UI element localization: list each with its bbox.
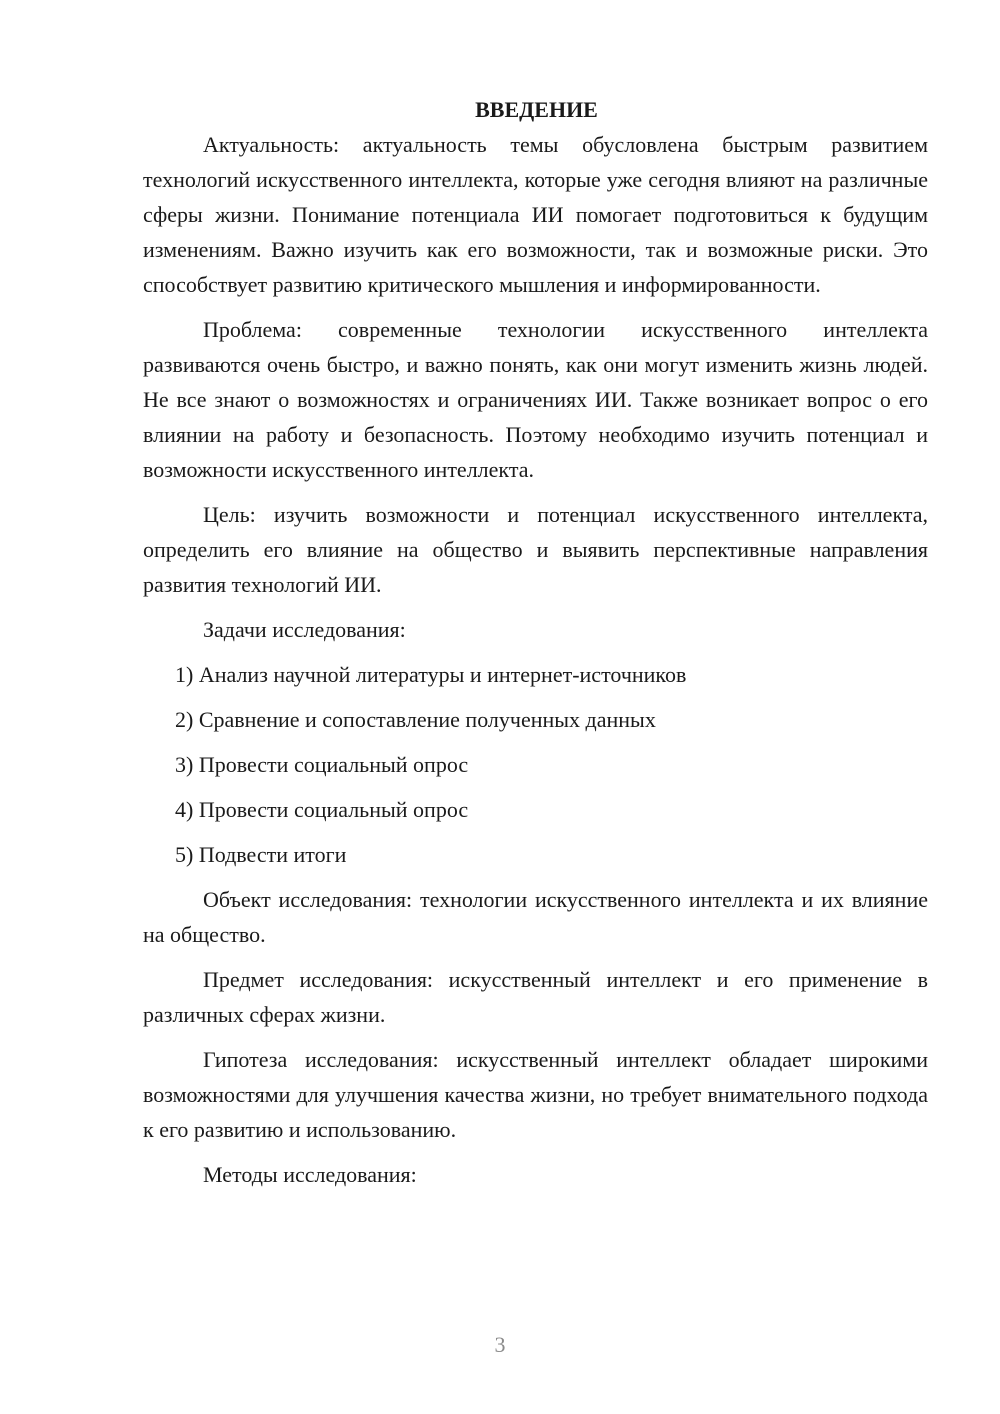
paragraph-subject: Предмет исследования: искусственный интеллект и его применение в различных сферах жизни. bbox=[143, 967, 928, 1027]
paragraph-goal: Цель: изучить возможности и потенциал искусственного интеллекта, определить его влияние на общество и выявить перспективные направления развития технологий ИИ. bbox=[143, 502, 928, 597]
document-page bbox=[143, 92, 928, 1202]
paragraph-hypothesis: Гипотеза исследования: искусственный интеллект обладает широкими возможностями для улучшения качества жизни, но требует внимательного подхода к его развитию и использованию. bbox=[143, 1047, 928, 1142]
methods-title: Методы исследования: bbox=[203, 1162, 417, 1187]
list-item: 4) Провести социальный опрос bbox=[175, 797, 469, 822]
list-item: 3) Провести социальный опрос bbox=[175, 752, 469, 777]
list-item: 2) Сравнение и сопоставление полученных данных bbox=[175, 707, 656, 732]
paragraph-relevance: Актуальность: актуальность темы обусловлена быстрым развитием технологий искусственного интеллекта, которые уже сегодня влияют на различные сферы жизни. Понимание потенциала ИИ помогает подготовиться к будущим изменениям. Важно изучить как его возможности, так и возможные риски. Это способствует развитию критического мышления и информированности. bbox=[143, 132, 928, 297]
paragraph-object: Объект исследования: технологии искусственного интеллекта и их влияние на общество. bbox=[143, 887, 928, 947]
list-item: 1) Анализ научной литературы и интернет-источников bbox=[175, 662, 687, 687]
page-title: ВВЕДЕНИЕ bbox=[475, 97, 598, 122]
tasks-list bbox=[143, 657, 928, 872]
page-number: 3 bbox=[494, 1332, 506, 1357]
paragraph-problem: Проблема: современные технологии искусственного интеллекта развиваются очень быстро, и важно понять, как они могут изменить жизнь людей. Не все знают о возможностях и ограничениях ИИ. Также возникает вопрос о его влиянии на работу и безопасность. Поэтому необходимо изучить потенциал и возможности искусственного интеллекта. bbox=[143, 317, 928, 482]
tasks-title: Задачи исследования: bbox=[203, 617, 406, 642]
list-item: 5) Подвести итоги bbox=[175, 842, 347, 867]
